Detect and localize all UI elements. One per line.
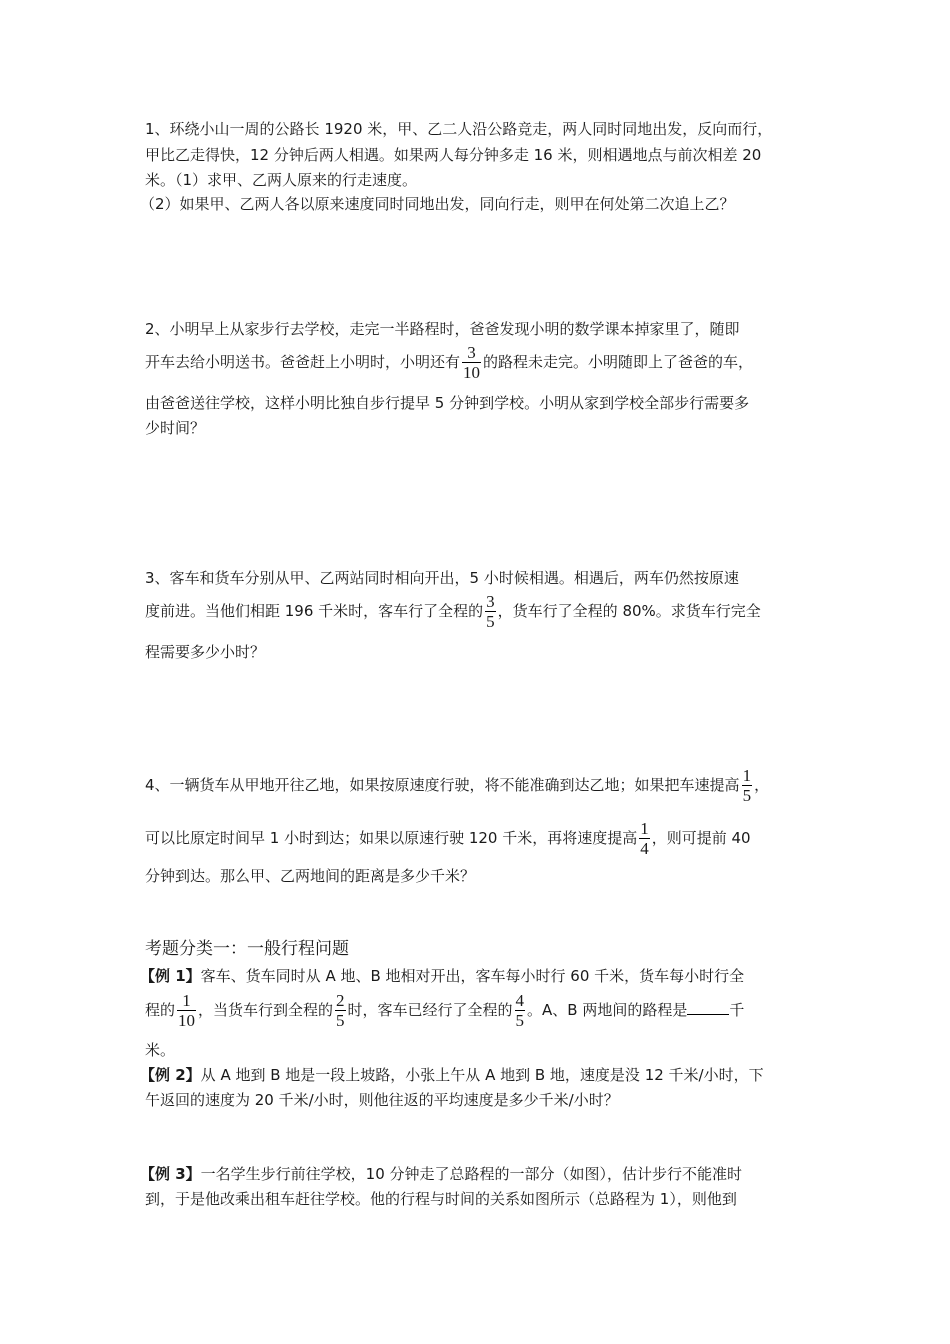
ex1-fraction-2-denominator: 5	[336, 1011, 345, 1030]
q2-fraction	[462, 343, 481, 382]
ex1-text-1: 客车、货车同时从 A 地、B 地相对开出，客车每小时行 60 千米，货车每小时行全	[200, 967, 745, 985]
q3-fraction-numerator: 3	[486, 592, 495, 611]
q2-line-2	[145, 343, 753, 382]
section-heading: 考题分类一：一般行程问题	[145, 939, 349, 959]
q3-line-1: 3、客车和货车分别从甲、乙两站同时相向开出，5 小时候相遇。相遇后，两车仍然按原速	[145, 569, 739, 587]
q1-line-4: （2）如果甲、乙两人各以原来速度同时同地出发，同向行走，则甲在何处第二次追上乙？	[140, 195, 735, 213]
q3-fraction-denominator: 5	[486, 612, 495, 631]
q2-text-before-fraction: 开车去给小明送书。爸爸赶上小明时，小明还有	[145, 353, 461, 371]
q3-text-before-fraction: 度前进。当他们相距 196 千米时，客车行了全程的	[145, 602, 484, 620]
q3-line-3: 程需要多少小时？	[145, 643, 266, 661]
ex2-text-1: 从 A 地到 B 地是一段上坡路，小张上午从 A 地到 B 地，速度是没 12 千米/小时，下	[200, 1066, 764, 1084]
q1-line-2: 甲比乙走得快，12 分钟后两人相遇。如果两人每分钟多走 16 米，则相遇地点与前次相差 20	[145, 146, 762, 164]
ex2-line-2: 午返回的速度为 20 千米/小时，则他往返的平均速度是多少千米/小时？	[145, 1091, 619, 1109]
q4-text-before-fraction-2: 可以比原定时间早 1 小时到达；如果以原速行驶 120 千米，再将速度提高	[145, 829, 638, 847]
q2-fraction-denominator: 10	[463, 363, 481, 382]
ex2-line-1	[140, 1065, 764, 1085]
ex1-text-2e: 千	[729, 1001, 745, 1019]
q4-text-after-fraction-2: ，则可提前 40	[651, 829, 751, 847]
q4-fraction-1-denominator: 5	[742, 786, 752, 805]
ex3-label: 【例 3】	[140, 1165, 201, 1183]
ex1-fraction-1-numerator: 1	[177, 991, 196, 1011]
ex1-label: 【例 1】	[140, 967, 201, 985]
ex1-fraction-3-denominator: 5	[515, 1011, 525, 1030]
ex3-line-2: 到，于是他改乘出租车赶往学校。他的行程与时间的关系如图所示（总路程为 1），则他到	[145, 1190, 737, 1208]
ex1-line-1	[140, 966, 744, 986]
q4-fraction-1-numerator: 1	[742, 766, 752, 785]
ex1-fraction-1	[177, 991, 196, 1030]
q4-text-after-fraction-1: ，	[754, 776, 770, 794]
q1-line-1: 1、环绕小山一周的公路长 1920 米，甲、乙二人沿公路竞走，两人同时同地出发，反向而行，	[145, 120, 773, 138]
q4-line-1	[145, 766, 769, 805]
q2-fraction-numerator: 3	[462, 343, 481, 363]
q4-fraction-2	[639, 819, 650, 858]
ex1-line-2	[145, 991, 744, 1030]
q3-line-2	[145, 592, 761, 631]
answer-blank	[687, 1000, 729, 1015]
ex1-fraction-2	[335, 991, 346, 1030]
ex3-text-1: 一名学生步行前往学校，10 分钟走了总路程的一部分（如图），估计步行不能准时	[200, 1165, 743, 1183]
q4-fraction-2-numerator: 1	[640, 819, 649, 838]
ex1-fraction-3	[515, 991, 526, 1030]
q4-fraction-2-denominator: 4	[640, 839, 649, 858]
q2-text-after-fraction: 的路程未走完。小明随即上了爸爸的车，	[483, 353, 754, 371]
ex1-line-3: 米。	[145, 1041, 176, 1059]
q2-line-1: 2、小明早上从家步行去学校，走完一半路程时，爸爸发现小明的数学课本掉家里了，随即	[145, 320, 740, 338]
q3-fraction	[485, 592, 496, 631]
q2-line-3: 由爸爸送往学校，这样小明比独自步行提早 5 分钟到学校。小明从家到学校全部步行需要多	[145, 394, 750, 412]
q4-text-before-fraction-1: 4、一辆货车从甲地开往乙地，如果按原速度行驶，将不能准确到达乙地；如果把车速提高	[145, 776, 740, 794]
q4-line-2	[145, 819, 751, 858]
ex1-text-2d: 。A、B 两地间的路程是	[527, 1001, 688, 1019]
ex1-text-2c: 时，客车已经行了全程的	[347, 1001, 513, 1019]
ex1-text-2a: 程的	[145, 1001, 176, 1019]
ex1-text-2b: ，当货车行到全程的	[198, 1001, 334, 1019]
ex2-label: 【例 2】	[140, 1066, 201, 1084]
ex3-line-1	[140, 1164, 742, 1184]
q4-line-3: 分钟到达。那么甲、乙两地间的距离是多少千米？	[145, 867, 476, 885]
q4-fraction-1	[742, 766, 753, 805]
q3-text-after-fraction: ，货车行了全程的 80%。求货车行完全	[497, 602, 761, 620]
ex1-fraction-3-numerator: 4	[515, 991, 525, 1010]
q1-line-3: 米。（1）求甲、乙两人原来的行走速度。	[145, 171, 418, 189]
ex1-fraction-2-numerator: 2	[336, 991, 345, 1010]
q2-line-4: 少时间？	[145, 419, 206, 437]
ex1-fraction-1-denominator: 10	[178, 1011, 196, 1030]
